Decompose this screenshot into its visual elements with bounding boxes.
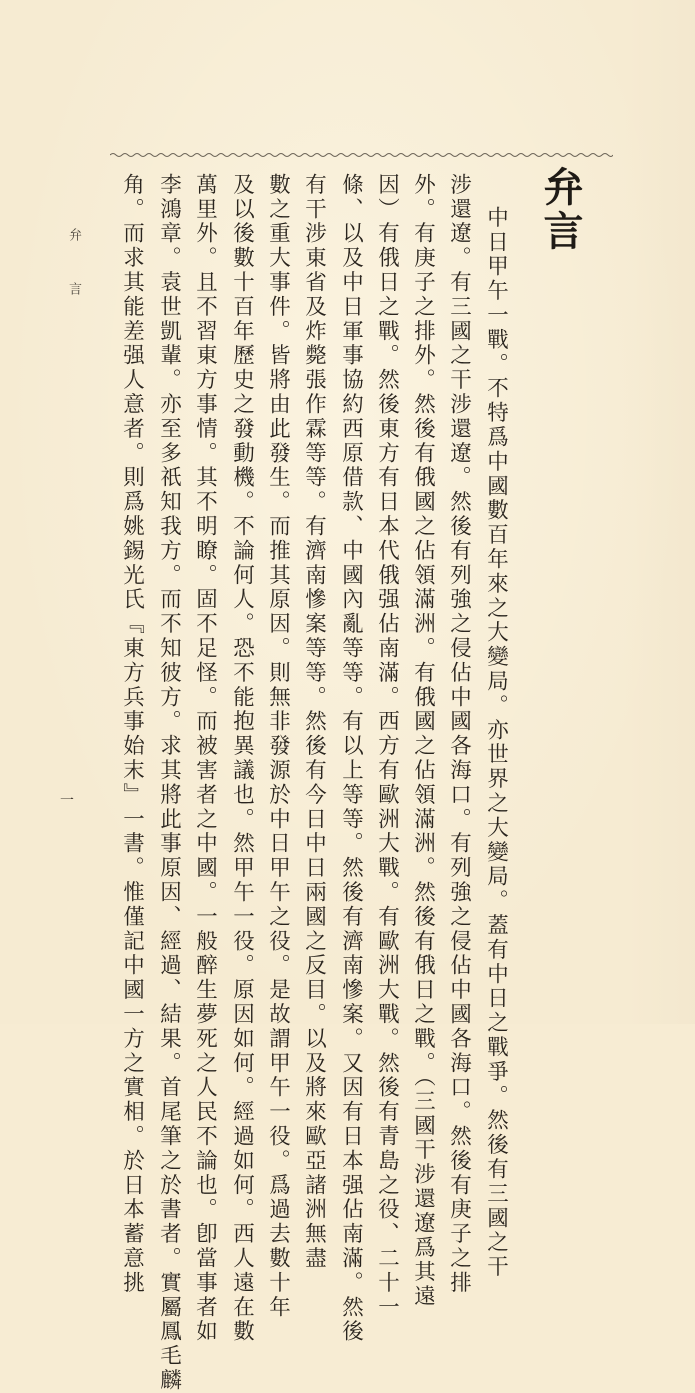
text-column-4: 因）有俄日之戰。然後東方有日本代俄强佔南滿。西方有歐洲大戰。有歐洲大戰。然後有青島之役、二十一 xyxy=(374,173,400,1320)
text-column-2: 涉還遼。有三國之干涉還遼。然後有列強之侵佔中國各海口。有列強之侵佔中國各海口。然後有庚子之排 xyxy=(446,173,472,1296)
text-column-7: 數之重大事件。皆將由此發生。而推其原因。則無非發源於中日甲午之役。是故謂甲午一役。爲過去數十年 xyxy=(265,173,291,1320)
wavy-rule xyxy=(110,152,613,158)
text-column-3: 外。有庚子之排外。然後有俄國之佔領滿洲。有俄國之佔領滿洲。然後有俄日之戰。（三國干涉還遼爲其遠 xyxy=(410,173,436,1310)
page-edge-shading xyxy=(625,0,695,1024)
text-column-5: 條、以及中日軍事協約西原借款、中國內亂等等。有以上等等。然後有濟南慘案。又因有日本强佔南滿。然後 xyxy=(338,173,364,1345)
text-column-8: 及以後數十百年歷史之發動機。不論何人。恐不能抱異議也。然甲午一役。原因如何。經過如何。西人遠在數 xyxy=(229,173,255,1345)
text-column-10: 李鴻章。袁世凱輩。亦至多祇知我方。而不知彼方。求其將此事原因、經過、結果。首尾筆之於書者。實屬鳳毛麟 xyxy=(156,173,182,1393)
text-column-9: 萬里外。且不習東方事情。其不明瞭。固不足怪。而被害者之中國。一般醉生夢死之人民不論也。卽當事者如 xyxy=(192,173,218,1345)
text-column-11: 角。而求其能差强人意者。則爲姚錫光氏『東方兵事始末』一書。惟僅記中國一方之實相。於日本蓄意挑 xyxy=(119,173,145,1296)
text-column-1: 中日甲午一戰。不特爲中國數百年來之大變局。亦世界之大變局。蓋有中日之戰爭。然後有三國之干 xyxy=(483,206,509,1280)
running-footer: 弁 言 xyxy=(66,228,81,309)
section-heading: 弁言 xyxy=(537,166,584,254)
text-column-6: 有干涉東省及炸斃張作霖等等。有濟南慘案等等。然後有今日中日兩國之反目。以及將來歐亞諸洲無盡 xyxy=(301,173,327,1271)
page-number: 一 xyxy=(60,793,74,809)
